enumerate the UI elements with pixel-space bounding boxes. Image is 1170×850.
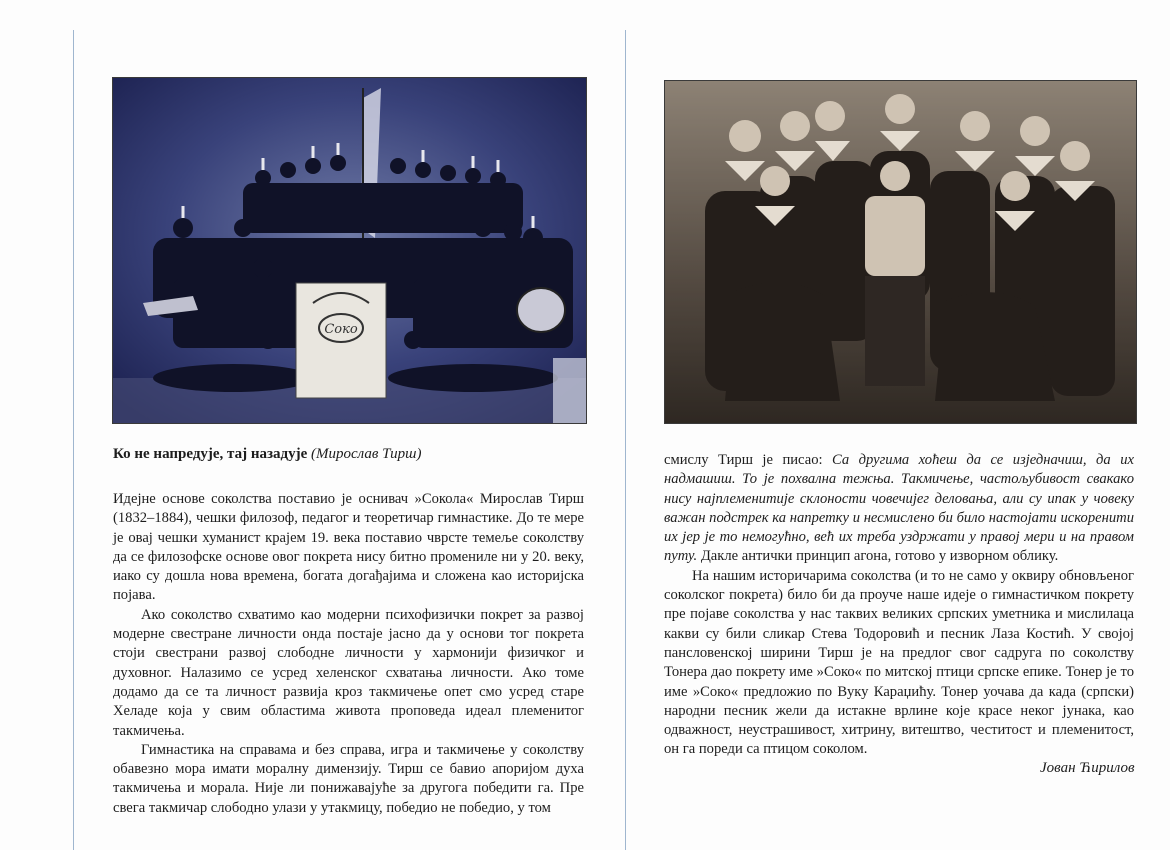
photo-caption [113, 446, 421, 463]
caption-author: (Мирослав Тирш) [311, 446, 422, 462]
band-photo [112, 77, 587, 424]
left-page-edge [73, 30, 74, 850]
page-spine [625, 30, 626, 850]
right-text-column [664, 451, 1134, 760]
women-group-photo [664, 80, 1137, 424]
sokol-brass-band-photo-icon [113, 78, 586, 423]
paragraph-lead: смислу Тирш је писао: [664, 452, 833, 468]
paragraph-1: Идејне основе соколства поставио је оснивач »Сокола« Мирослав Тирш (1832–1884), чешки филозоф, педагог и теоретичар гимнастике. До те мере је овај чешки хуманист крајем 19. века поставио чврсте темеље соколству да се филозофске основе овог покрета нису битно промениле ни у 20. веку, иако су дошла нова времена, богата догађајима и сложена као историјска појава. [113, 491, 584, 604]
right-paragraph-2: На нашим историчарима соколства (и то не само у оквиру обновљеног соколског покрета) било би да проуче наше идеје о гимнастичком покрету пре појаве соколства у нас таквих великих српских уметника и мислилаца какви су били сликар Стева Тодоровић и песник Лаза Костић. У својој панслoвенској ширини Тирш је на предлог свог садруга по соколству Тонера дао покрету име »Соко« по митској птици српске епике. Тонер је то име »Соко« предложио по Вуку Караџићу. Тонер уочава да када (српски) народни песник жели да истакне врлине које красе неког јунака, као одважност, неустрашивост, хитрину, витештво, честитост и племенитост, он га пореди са птицом соколом. [664, 567, 1134, 758]
caption-quote: Ко не напредује, тај назадује [113, 446, 308, 462]
tyrs-quote: Са другима хоћеш да се изједначиш, да их надмашиш. То је похвална тежња. Такмичење, частољубивост свакако нису најплеменитије склоности човечијег деловања, али су ипак у човеку важан подстрек ка напретку и несмислено би било настојати искоренити их јер је то немогућно, већ их треба уздржати у правој мери и на правом путу. [664, 452, 1134, 565]
paragraph-end: Дакле антички принцип агона, готово у изворном облику. [700, 548, 1059, 565]
paragraph-3: Гимнастика на справама и без справа, игра и такмичење у соколству обавезно мора имати моралну димензију. Тирш се бавио апоријом духа такмичења и морала. Није ли понижавајуће за другога победити га. Пре свега такмичар слободно улази у утакмицу, победио не победио, у том [113, 741, 584, 816]
paragraph-2: Ако соколство схватимо као модерни психофизички покрет за развој модерне свестране личности онда постаје јасно да у основи тог покрета стоји свестрани развој слободне личности у хармонији физичког и духовног. Налазимо се усред хеленског схватања личности. Ако томе додамо да се та личност развија кроз такмичење опет смо усред старе Хеладе која у свим областима живота проповеда идеал племенитог такмичења. [113, 606, 584, 739]
left-text-column [113, 490, 584, 818]
right-paragraph-1 [664, 451, 1134, 567]
sokol-women-group-photo-icon [665, 81, 1136, 423]
photo-emblem-text: Соко [324, 322, 358, 337]
author-signature: Јован Ћирилов [1040, 760, 1135, 776]
